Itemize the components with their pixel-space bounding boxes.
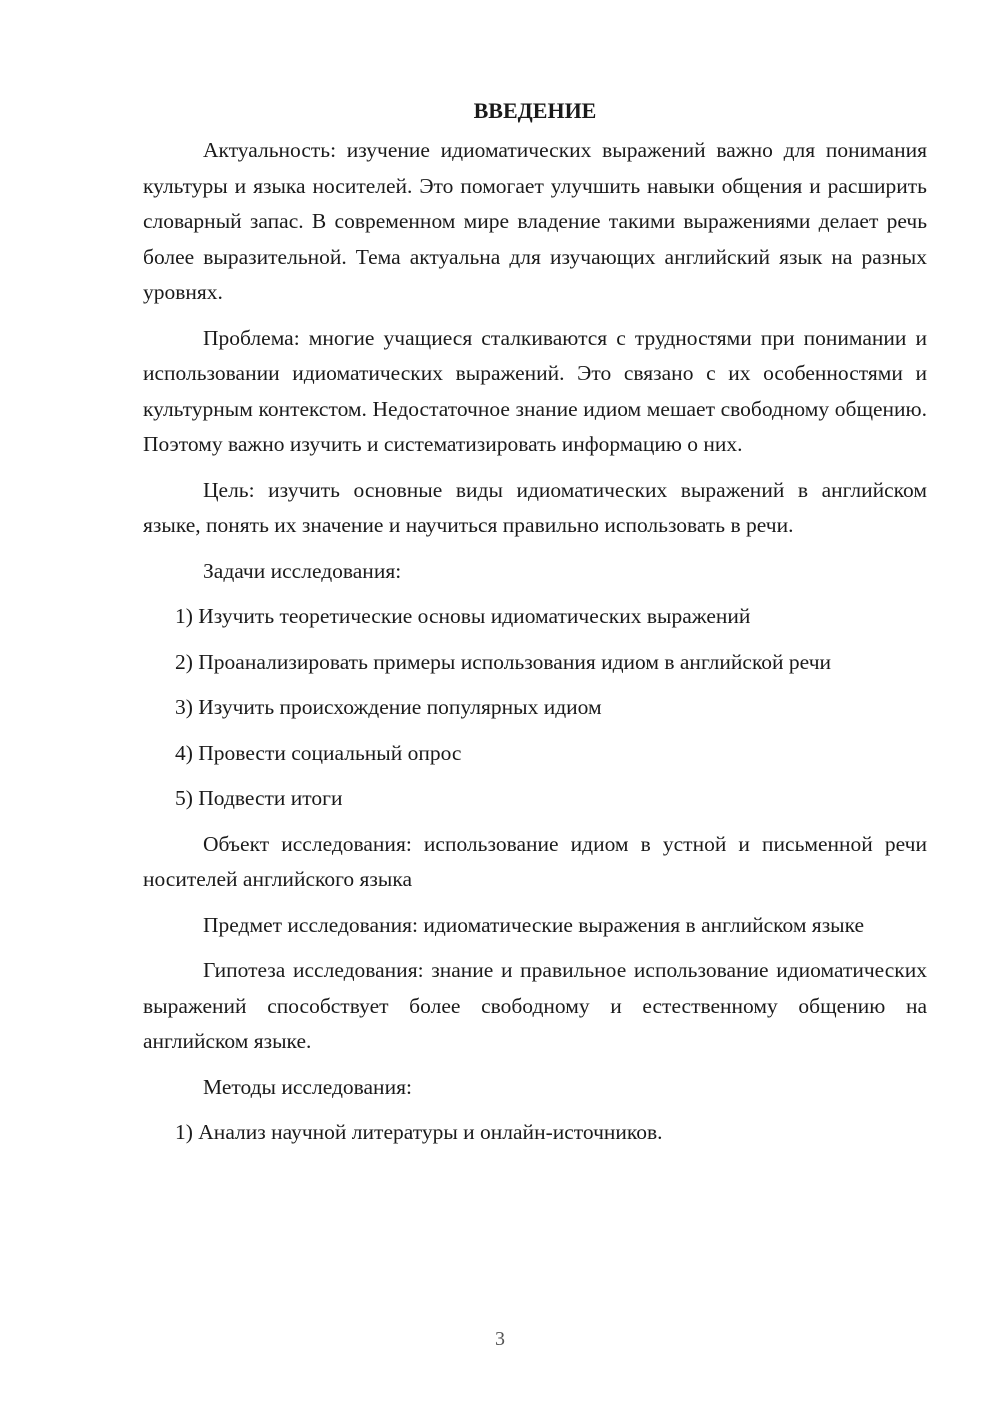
tasks-heading: Задачи исследования: [203,558,402,583]
page-number: 3 [495,1328,505,1350]
task-item: 3) Изучить происхождение популярных идиом [175,695,602,719]
relevance-paragraph: Актуальность: изучение идиоматических выражений важно для понимания культуры и языка носителей. Это помогает улучшить навыки общения и расширить словарный запас. В современном мире владение такими выражениями делает речь более выразительной. Тема актуальна для изучающих английский язык на разных уровнях. [143,138,927,304]
goal-paragraph: Цель: изучить основные виды идиоматических выражений в английском языке, понять их значение и научиться правильно использовать в речи. [143,477,927,537]
task-item: 4) Провести социальный опрос [175,740,462,765]
methods-heading: Методы исследования: [203,1074,412,1099]
object-paragraph: Объект исследования: использование идиом в устной и письменной речи носителей английского языка [143,831,927,891]
method-item: 1) Анализ научной литературы и онлайн-источников. [175,1120,663,1144]
subject-paragraph: Предмет исследования: идиоматические выражения в английском языке [203,912,865,937]
task-item: 1) Изучить теоретические основы идиоматических выражений [175,604,751,628]
document-page [143,93,927,1151]
section-title: ВВЕДЕНИЕ [473,98,597,123]
hypothesis-paragraph: Гипотеза исследования: знание и правильное использование идиоматических выражений способствует более свободному и естественному общению на английском языке. [143,958,927,1053]
problem-paragraph: Проблема: многие учащиеся сталкиваются с трудностями при понимании и использовании идиоматических выражений. Это связано с их особенностями и культурным контекстом. Недостаточное знание идиом мешает свободному общению. Поэтому важно изучить и систематизировать информацию о них. [143,325,927,456]
task-item: 5) Подвести итоги [175,786,343,810]
task-item: 2) Проанализировать примеры использования идиом в английской речи [175,649,832,674]
